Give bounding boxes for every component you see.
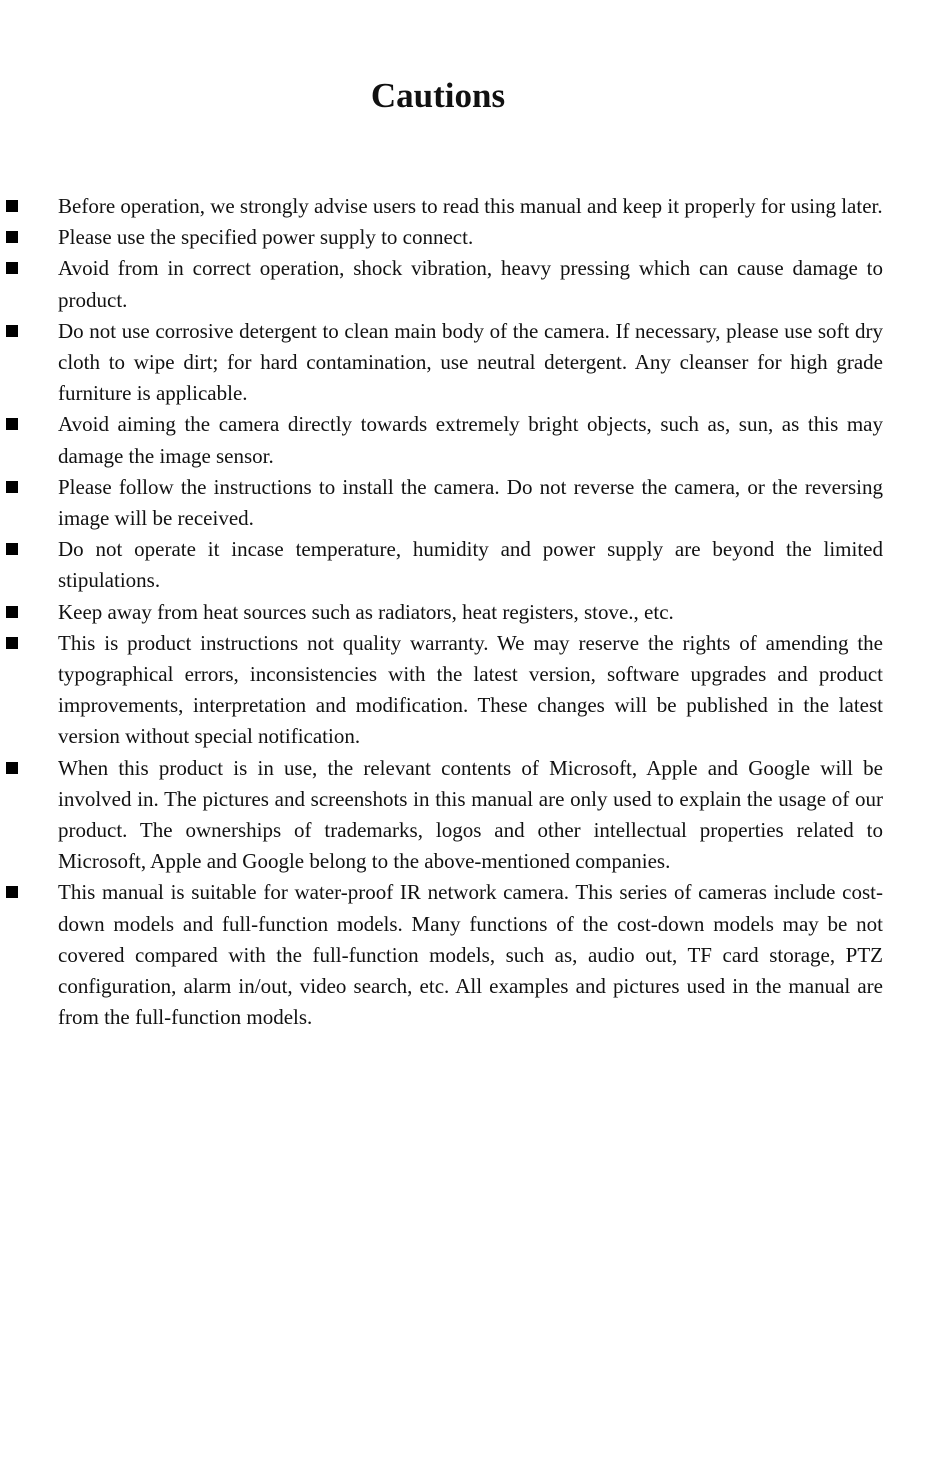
caution-text: Keep away from heat sources such as radiators, heat registers, stove., etc. (58, 599, 674, 624)
caution-text: Do not operate it incase temperature, humidity and power supply are beyond the limited stipulations. (58, 537, 883, 593)
square-bullet-icon (6, 418, 18, 430)
caution-item (0, 191, 883, 222)
page-title: Cautions (370, 76, 506, 115)
square-bullet-icon (6, 886, 18, 898)
caution-text: When this product is in use, the relevant contents of Microsoft, Apple and Google will be involved in. The pictures and screenshots in this manual are only used to explain the usage of our product. The ownerships of trademarks, logos and other intellectual properties related to Microsoft, Apple and Google belong to the above-mentioned companies. (58, 755, 883, 874)
caution-item (0, 877, 883, 1033)
caution-item (0, 409, 883, 471)
caution-text: This is product instructions not quality warranty. We may reserve the rights of amending the typographical errors, inconsistencies with the latest version, software upgrades and product improvements, interpretation and modification. These changes will be published in the latest version without special notification. (58, 630, 883, 749)
caution-text: Avoid from in correct operation, shock vibration, heavy pressing which can cause damage to product. (58, 256, 883, 312)
square-bullet-icon (6, 762, 18, 774)
square-bullet-icon (6, 481, 18, 493)
square-bullet-icon (6, 200, 18, 212)
square-bullet-icon (6, 543, 18, 555)
square-bullet-icon (6, 606, 18, 618)
caution-item (0, 316, 883, 410)
caution-text: Do not use corrosive detergent to clean main body of the camera. If necessary, please use soft dry cloth to wipe dirt; for hard contamination, use neutral detergent. Any cleanser for high grade furniture is applicable. (58, 318, 883, 406)
square-bullet-icon (6, 231, 18, 243)
caution-item (0, 753, 883, 878)
caution-item (0, 472, 883, 534)
caution-item (0, 253, 883, 315)
caution-item (0, 534, 883, 596)
caution-text: Avoid aiming the camera directly towards extremely bright objects, such as, sun, as this may damage the image sensor. (58, 412, 883, 468)
caution-text: This manual is suitable for water-proof IR network camera. This series of cameras include cost-down models and full-function models. Many functions of the cost-down models may be not covered compared with the full-function models, such as, audio out, TF card storage, PTZ configuration, alarm in/out, video search, etc. All examples and pictures used in the manual are from the full-function models. (58, 880, 883, 1030)
caution-item (0, 628, 883, 753)
square-bullet-icon (6, 325, 18, 337)
caution-text: Before operation, we strongly advise users to read this manual and keep it properly for using later. (58, 194, 883, 218)
caution-text: Please follow the instructions to install the camera. Do not reverse the camera, or the reversing image will be received. (58, 474, 883, 531)
caution-list (0, 191, 950, 1033)
caution-item (0, 597, 883, 628)
caution-item (0, 222, 883, 253)
square-bullet-icon (6, 637, 18, 649)
caution-text: Please use the specified power supply to connect. (58, 225, 474, 250)
square-bullet-icon (6, 262, 18, 274)
